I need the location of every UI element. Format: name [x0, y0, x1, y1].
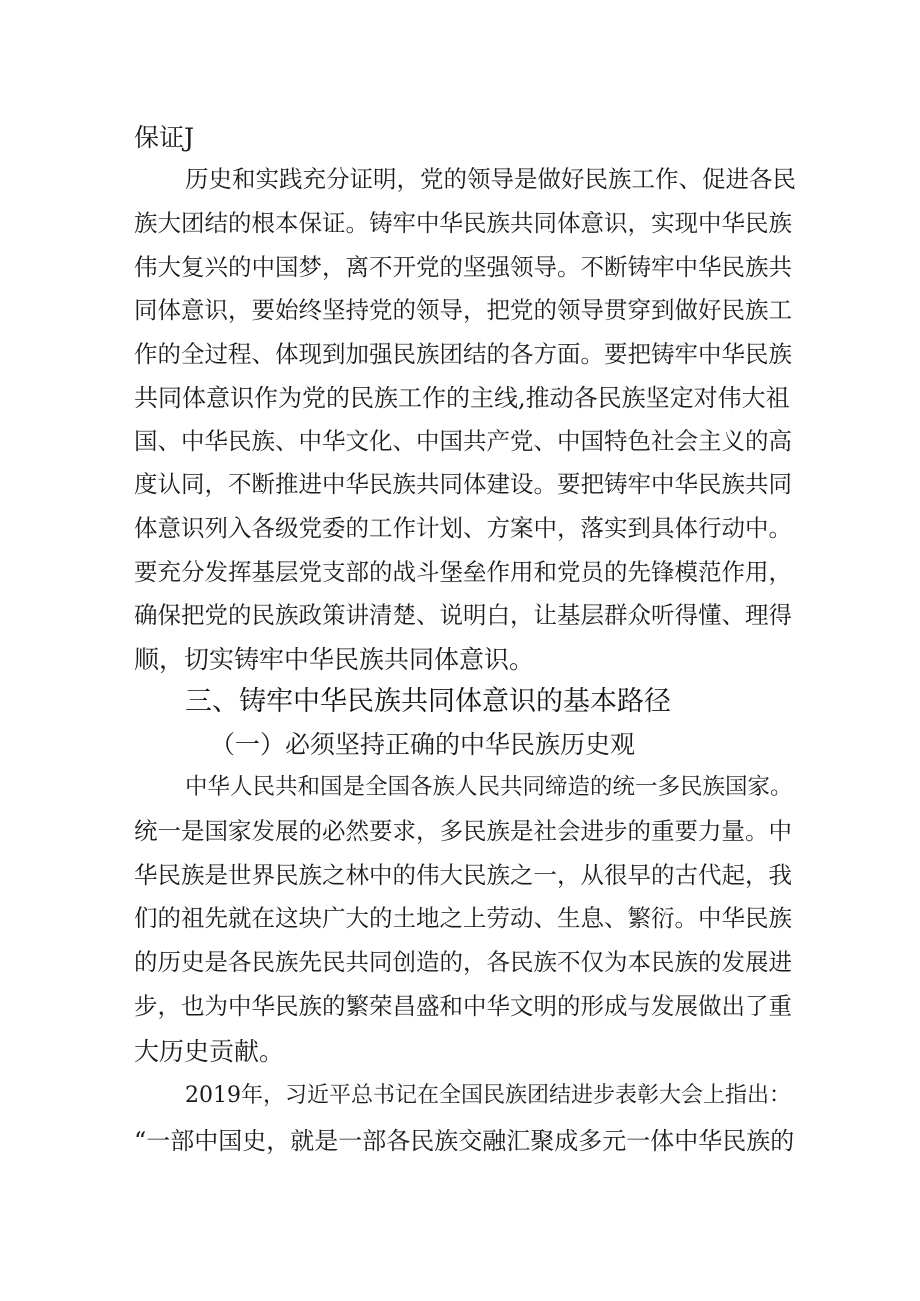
text-line: 度认同，不断推进中华民族共同体建设。要把铸牢中华民族共同 [134, 470, 792, 498]
text-line: 步，也为中华民族的繁荣昌盛和中华文明的形成与发展做出了重 [134, 992, 792, 1020]
text-line: 族大团结的根本保证。铸牢中华民族共同体意识，实现中华民族 [134, 209, 792, 237]
text-line: 统一是国家发展的必然要求，多民族是社会进步的重要力量。中 [134, 817, 792, 845]
text-line: 的历史是各民族先民共同创造的，各民族不仅为本民族的发展进 [134, 948, 792, 976]
text-line: 们的祖先就在这块广大的土地之上劳动、生息、繁衍。中华民族 [134, 904, 792, 932]
text-line: 顺，切实铸牢中华民族共同体意识。 [134, 645, 535, 674]
text-line: 要充分发挥基层党支部的战斗堡垒作用和党员的先锋模范作用， [134, 558, 792, 586]
paragraph-first-line: 2019年，习近平总书记在全国民族团结进步表彰大会上指出： [185, 1083, 791, 1108]
paragraph-first-line: 中华人民共和国是全国各族人民共同缔造的统一多民族国家。 [185, 774, 793, 800]
text-line: 伟大复兴的中国梦，离不开党的坚强领导。不断铸牢中华民族共 [134, 253, 792, 281]
text-line: 大历史贡献。 [134, 1037, 285, 1066]
text-line: 作的全过程、体现到加强民族团结的各方面。要把铸牢中华民族 [134, 340, 792, 368]
section-heading: 三、铸牢中华民族共同体意识的基本路径 [185, 686, 671, 717]
text-line: 共同体意识作为党的民族工作的主线,推动各民族坚定对伟大祖 [134, 384, 790, 412]
text-line: 华民族是世界民族之林中的伟大民族之一，从很早的古代起，我 [134, 861, 792, 889]
text-line: 确保把党的民族政策讲清楚、说明白，让基层群众听得懂、理得 [134, 601, 792, 629]
text-line: 保证J [134, 123, 195, 152]
text-line: “一部中国史，就是一部各民族交融汇聚成多元一体中华民族的 [134, 1127, 795, 1155]
text-line: 国、中华民族、中华文化、中国共产党、中国特色社会主义的高 [134, 427, 792, 455]
paragraph-first-line: 历史和实践充分证明，党的领导是做好民族工作、促进各民 [185, 165, 796, 193]
subsection-heading: （一）必须坚持正确的中华民族历史观 [210, 730, 636, 759]
text-line: 同体意识，要始终坚持党的领导，把党的领导贯穿到做好民族工 [134, 296, 792, 324]
text-line: 体意识列入各级党委的工作计划、方案中，落实到具体行动中。 [134, 514, 792, 542]
